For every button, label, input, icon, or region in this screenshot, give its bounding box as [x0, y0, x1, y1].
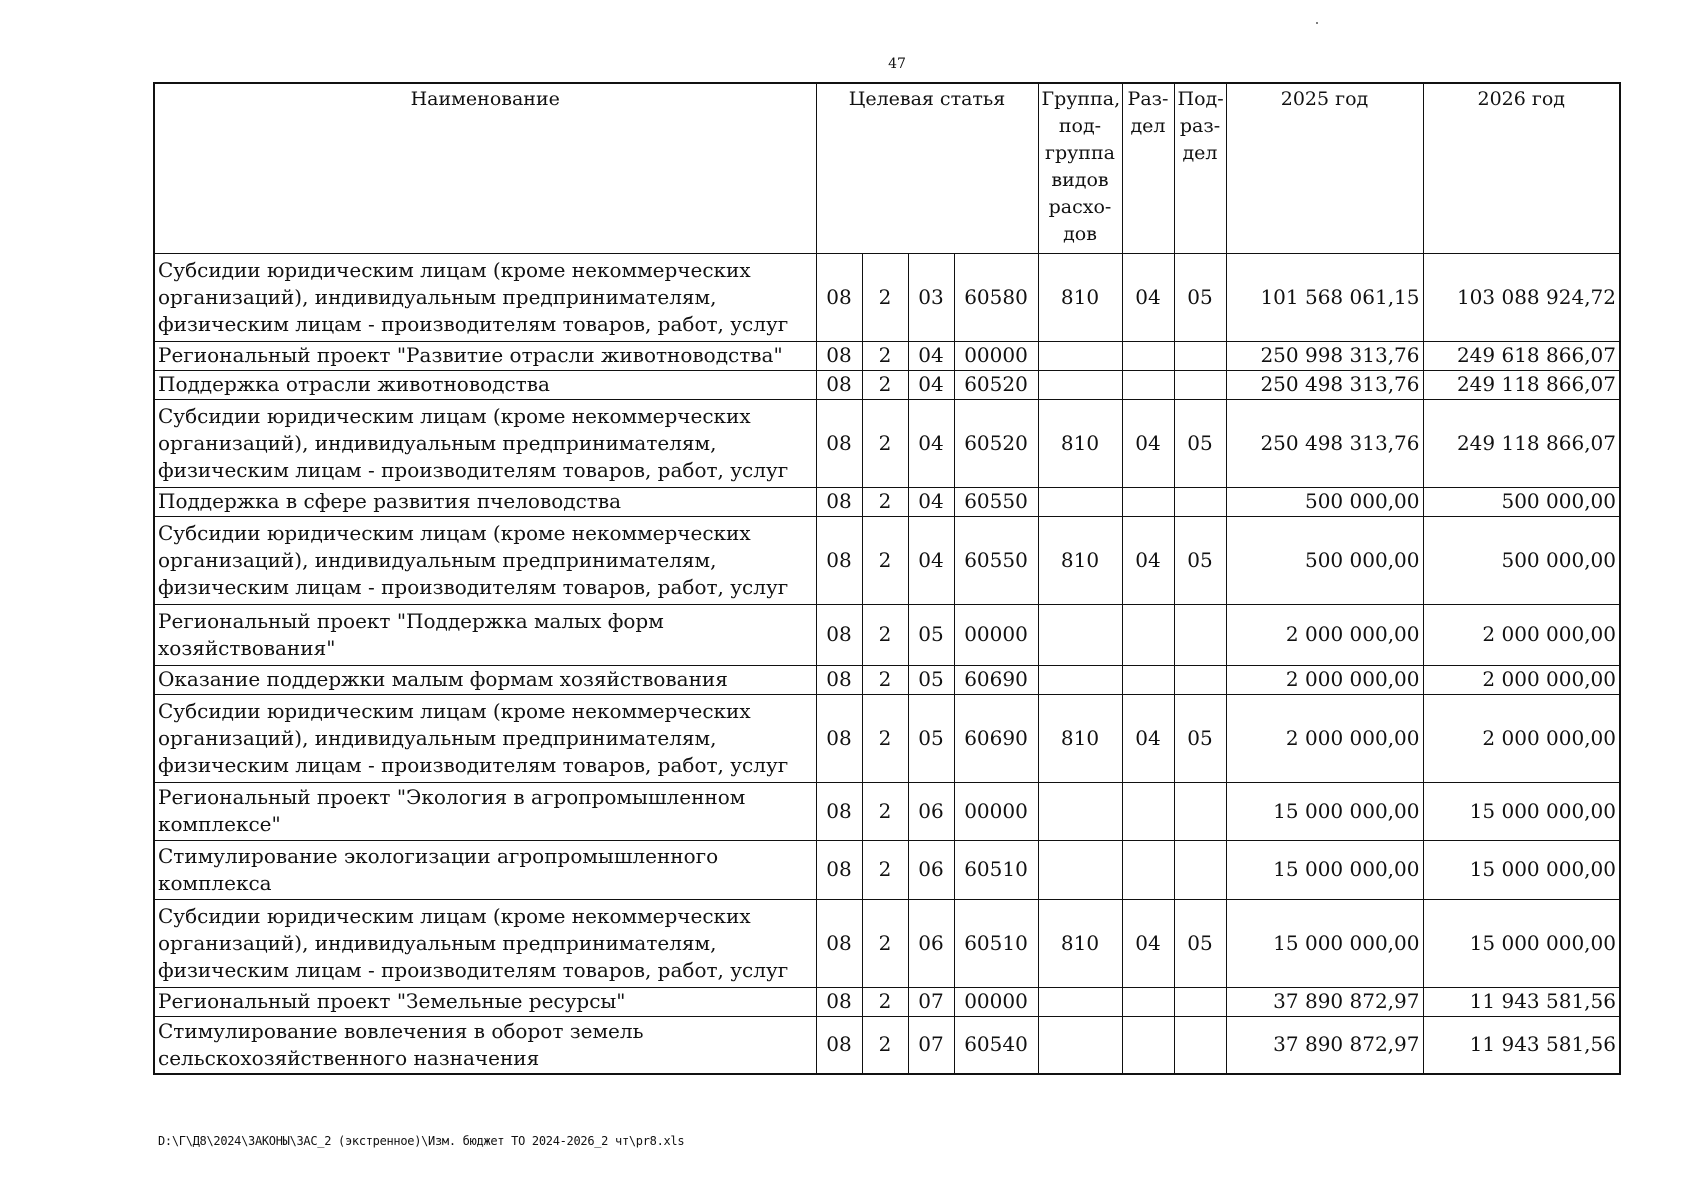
table-row: [154, 487, 1620, 516]
cell-subsection: [1174, 341, 1226, 370]
page-number-text: 47: [888, 56, 906, 72]
cell-expense-group: 810: [1038, 516, 1122, 604]
cell-direction: 60550: [954, 516, 1038, 604]
cell-amount-2026: 249 618 866,07: [1423, 341, 1620, 370]
table-row: [154, 987, 1620, 1016]
cell-name: Поддержка в сфере развития пчеловодства: [154, 487, 816, 516]
cell-amount-2026: 249 118 866,07: [1423, 370, 1620, 399]
cell-expense-group: [1038, 987, 1122, 1016]
header-year-2026: 2026 год: [1423, 83, 1620, 253]
cell-subprogram: 2: [862, 987, 908, 1016]
cell-subsection: 05: [1174, 399, 1226, 487]
cell-expense-group: [1038, 1016, 1122, 1074]
cell-subsection: [1174, 665, 1226, 694]
cell-subprogram: 2: [862, 782, 908, 840]
cell-section: [1122, 487, 1174, 516]
header-year-2025: 2025 год: [1226, 83, 1423, 253]
cell-program: 08: [816, 516, 862, 604]
cell-direction: 60510: [954, 899, 1038, 987]
cell-subsection: 05: [1174, 694, 1226, 782]
cell-expense-group: [1038, 341, 1122, 370]
cell-subsection: [1174, 370, 1226, 399]
table-row: [154, 840, 1620, 899]
cell-amount-2025: 2 000 000,00: [1226, 604, 1423, 665]
cell-event: 04: [908, 370, 954, 399]
cell-subsection: [1174, 487, 1226, 516]
cell-name: Субсидии юридическим лицам (кроме некоммерческих организаций), индивидуальным предпринимателям, физическим лицам - производителям товаров, работ, услуг: [154, 899, 816, 987]
cell-amount-2025: 15 000 000,00: [1226, 840, 1423, 899]
cell-section: [1122, 370, 1174, 399]
cell-event: 04: [908, 341, 954, 370]
cell-expense-group: [1038, 840, 1122, 899]
cell-amount-2025: 250 998 313,76: [1226, 341, 1423, 370]
header-group: [1038, 83, 1122, 253]
header-name: Наименование: [154, 83, 816, 253]
table-row: [154, 341, 1620, 370]
cell-program: 08: [816, 782, 862, 840]
cell-amount-2025: 2 000 000,00: [1226, 665, 1423, 694]
cell-event: 04: [908, 516, 954, 604]
header-subsection: [1174, 83, 1226, 253]
cell-program: 08: [816, 899, 862, 987]
table-row: [154, 253, 1620, 341]
cell-direction: 60690: [954, 665, 1038, 694]
cell-direction: 60580: [954, 253, 1038, 341]
header-section: [1122, 83, 1174, 253]
page-number: [0, 56, 1693, 72]
cell-name: Субсидии юридическим лицам (кроме некоммерческих организаций), индивидуальным предпринимателям, физическим лицам - производителям товаров, работ, услуг: [154, 516, 816, 604]
cell-amount-2026: 15 000 000,00: [1423, 899, 1620, 987]
cell-subprogram: 2: [862, 1016, 908, 1074]
cell-program: 08: [816, 665, 862, 694]
cell-expense-group: 810: [1038, 899, 1122, 987]
cell-program: 08: [816, 253, 862, 341]
cell-amount-2026: 249 118 866,07: [1423, 399, 1620, 487]
header-group-text: Группа, под- группа видов расхо- дов: [1041, 88, 1121, 245]
cell-section: 04: [1122, 253, 1174, 341]
cell-event: 05: [908, 604, 954, 665]
cell-name: Оказание поддержки малым формам хозяйствования: [154, 665, 816, 694]
cell-amount-2025: 15 000 000,00: [1226, 782, 1423, 840]
cell-expense-group: [1038, 487, 1122, 516]
cell-direction: 60520: [954, 399, 1038, 487]
table-row: [154, 782, 1620, 840]
cell-event: 05: [908, 694, 954, 782]
cell-expense-group: 810: [1038, 399, 1122, 487]
cell-name: Региональный проект "Развитие отрасли животноводства": [154, 341, 816, 370]
cell-subprogram: 2: [862, 840, 908, 899]
cell-section: [1122, 782, 1174, 840]
cell-direction: 00000: [954, 604, 1038, 665]
cell-amount-2025: 2 000 000,00: [1226, 694, 1423, 782]
cell-subsection: [1174, 604, 1226, 665]
cell-name: Стимулирование экологизации агропромышленного комплекса: [154, 840, 816, 899]
cell-name: Региональный проект "Земельные ресурсы": [154, 987, 816, 1016]
cell-subsection: [1174, 840, 1226, 899]
cell-amount-2026: 15 000 000,00: [1423, 782, 1620, 840]
cell-subprogram: 2: [862, 665, 908, 694]
cell-subprogram: 2: [862, 253, 908, 341]
cell-subsection: [1174, 1016, 1226, 1074]
cell-amount-2025: 37 890 872,97: [1226, 987, 1423, 1016]
cell-section: [1122, 341, 1174, 370]
cell-event: 07: [908, 1016, 954, 1074]
table-row: [154, 516, 1620, 604]
cell-direction: 00000: [954, 782, 1038, 840]
cell-name: Субсидии юридическим лицам (кроме некоммерческих организаций), индивидуальным предпринимателям, физическим лицам - производителям товаров, работ, услуг: [154, 694, 816, 782]
cell-expense-group: 810: [1038, 253, 1122, 341]
cell-direction: 60520: [954, 370, 1038, 399]
cell-subprogram: 2: [862, 516, 908, 604]
header-subsection-text: Под- раз- дел: [1177, 88, 1224, 164]
table-row: [154, 1016, 1620, 1074]
cell-subsection: [1174, 987, 1226, 1016]
budget-table: [153, 82, 1621, 1075]
table-row: [154, 604, 1620, 665]
cell-amount-2025: 500 000,00: [1226, 516, 1423, 604]
cell-name: Региональный проект "Экология в агропромышленном комплексе": [154, 782, 816, 840]
cell-subprogram: 2: [862, 694, 908, 782]
cell-amount-2025: 250 498 313,76: [1226, 399, 1423, 487]
cell-section: 04: [1122, 516, 1174, 604]
cell-section: [1122, 604, 1174, 665]
cell-name: Региональный проект "Поддержка малых форм хозяйствования": [154, 604, 816, 665]
cell-amount-2026: 2 000 000,00: [1423, 694, 1620, 782]
table-header-row: [154, 83, 1620, 253]
cell-subsection: 05: [1174, 253, 1226, 341]
cell-section: [1122, 1016, 1174, 1074]
cell-program: 08: [816, 399, 862, 487]
footer-file-path: D:\Г\Д8\2024\ЗАКОНЫ\ЗАС_2 (экстренное)\Изм. бюджет ТО 2024-2026_2 чт\pr8.xls: [158, 1134, 685, 1148]
cell-program: 08: [816, 1016, 862, 1074]
cell-amount-2026: 11 943 581,56: [1423, 987, 1620, 1016]
table-row: [154, 399, 1620, 487]
cell-direction: 60540: [954, 1016, 1038, 1074]
cell-subsection: 05: [1174, 899, 1226, 987]
header-target: Целевая статья: [816, 83, 1038, 253]
table-body: [154, 253, 1620, 1074]
cell-program: 08: [816, 694, 862, 782]
cell-subprogram: 2: [862, 399, 908, 487]
cell-name: Поддержка отрасли животноводства: [154, 370, 816, 399]
cell-amount-2025: 15 000 000,00: [1226, 899, 1423, 987]
cell-subprogram: 2: [862, 899, 908, 987]
cell-section: [1122, 840, 1174, 899]
cell-direction: 00000: [954, 341, 1038, 370]
cell-expense-group: [1038, 665, 1122, 694]
cell-amount-2025: 250 498 313,76: [1226, 370, 1423, 399]
table-row: [154, 665, 1620, 694]
cell-direction: 60550: [954, 487, 1038, 516]
cell-expense-group: 810: [1038, 694, 1122, 782]
cell-event: 06: [908, 782, 954, 840]
cell-subprogram: 2: [862, 341, 908, 370]
cell-program: 08: [816, 487, 862, 516]
cell-subprogram: 2: [862, 604, 908, 665]
cell-section: [1122, 987, 1174, 1016]
cell-event: 04: [908, 399, 954, 487]
cell-section: 04: [1122, 399, 1174, 487]
cell-direction: 00000: [954, 987, 1038, 1016]
cell-program: 08: [816, 341, 862, 370]
cell-program: 08: [816, 370, 862, 399]
cell-section: [1122, 665, 1174, 694]
cell-amount-2025: 500 000,00: [1226, 487, 1423, 516]
cell-event: 05: [908, 665, 954, 694]
cell-name: Субсидии юридическим лицам (кроме некоммерческих организаций), индивидуальным предпринимателям, физическим лицам - производителям товаров, работ, услуг: [154, 253, 816, 341]
cell-expense-group: [1038, 782, 1122, 840]
header-section-text: Раз- дел: [1127, 88, 1169, 137]
cell-subprogram: 2: [862, 370, 908, 399]
cell-section: 04: [1122, 899, 1174, 987]
cell-direction: 60690: [954, 694, 1038, 782]
cell-program: 08: [816, 840, 862, 899]
cell-amount-2026: 103 088 924,72: [1423, 253, 1620, 341]
cell-event: 07: [908, 987, 954, 1016]
cell-amount-2026: 500 000,00: [1423, 487, 1620, 516]
cell-subsection: 05: [1174, 516, 1226, 604]
cell-event: 06: [908, 899, 954, 987]
cell-amount-2025: 101 568 061,15: [1226, 253, 1423, 341]
table-row: [154, 370, 1620, 399]
table-row: [154, 899, 1620, 987]
cell-amount-2026: 2 000 000,00: [1423, 604, 1620, 665]
cell-amount-2026: 2 000 000,00: [1423, 665, 1620, 694]
cell-amount-2025: 37 890 872,97: [1226, 1016, 1423, 1074]
cell-section: 04: [1122, 694, 1174, 782]
cell-amount-2026: 11 943 581,56: [1423, 1016, 1620, 1074]
cell-expense-group: [1038, 370, 1122, 399]
cell-program: 08: [816, 987, 862, 1016]
cell-amount-2026: 500 000,00: [1423, 516, 1620, 604]
cell-program: 08: [816, 604, 862, 665]
cell-direction: 60510: [954, 840, 1038, 899]
cell-name: Стимулирование вовлечения в оборот земель сельскохозяйственного назначения: [154, 1016, 816, 1074]
cell-subsection: [1174, 782, 1226, 840]
table-row: [154, 694, 1620, 782]
cell-event: 06: [908, 840, 954, 899]
scan-speck: [1316, 22, 1318, 24]
cell-event: 04: [908, 487, 954, 516]
cell-event: 03: [908, 253, 954, 341]
cell-amount-2026: 15 000 000,00: [1423, 840, 1620, 899]
cell-subprogram: 2: [862, 487, 908, 516]
cell-expense-group: [1038, 604, 1122, 665]
cell-name: Субсидии юридическим лицам (кроме некоммерческих организаций), индивидуальным предпринимателям, физическим лицам - производителям товаров, работ, услуг: [154, 399, 816, 487]
